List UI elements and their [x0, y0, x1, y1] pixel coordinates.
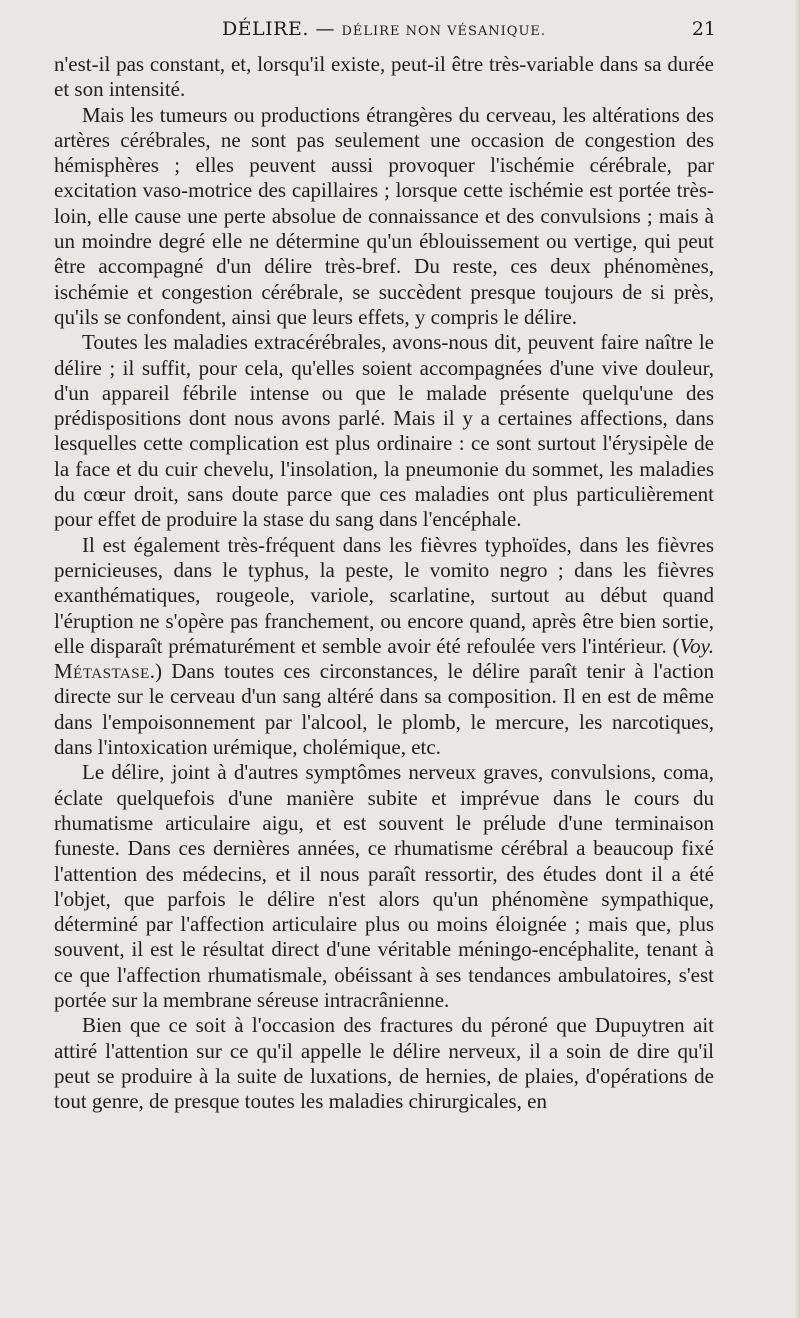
running-title — [54, 18, 714, 40]
paragraph-5: Le délire, joint à d'autres symptômes nerveux graves, convulsions, coma, éclate quelquefois d'une manière subite et imprévue dans le cours du rhumatisme articulaire aigu, et est souvent le prélude d'une terminaison funeste. Dans ces dernières années, ce rhumatisme cérébral a beaucoup fixé l'attention des médecins, et il nous paraît ressortir, des études dont il a été l'objet, que parfois le délire n'est alors qu'un phénomène sympathique, déterminé par l'affection articulaire plus ou moins éloignée ; mais que, plus souvent, il est le résultat direct d'une véritable méningo-encéphalite, tenant à ce que l'affection rhumatismale, obéissant à ses tendances ambulatoires, s'est portée sur la membrane séreuse intracrânienne. — [54, 760, 714, 1012]
header-subtitle: DÉLIRE NON VÉSANIQUE. — [341, 24, 547, 39]
paragraph-4-text-before: Il est également très-fréquent dans les fièvres typhoïdes, dans les fièvres pernicieuses, dans le typhus, la peste, le vomito negro ; dans les fièvres exanthématiques, rougeole, variole, scarlatine, surtout au début quand l'éruption ne s'opère pas franchement, ou encore quand, après être bien sortie, elle disparaît prématurément et semble avoir été refoulée vers l'intérieur. ( — [54, 532, 714, 658]
paragraph-6: Bien que ce soit à l'occasion des fractures du péroné que Dupuytren ait attiré l'attention sur ce qu'il appelle le délire nerveux, il a soin de dire qu'il peut se produire à la suite de luxations, de hernies, de plaies, d'opérations de tout genre, de presque toutes les maladies chirurgicales, en — [54, 1013, 714, 1114]
paragraph-2: Mais les tumeurs ou productions étrangères du cerveau, les altérations des artères cérébrales, ne sont pas seulement une occasion de congestion des hémisphères ; elles peuvent aussi provoquer l'ischémie cérébrale, par excitation vaso-motrice des capillaires ; lorsque cette ischémie est portée très-loin, elle cause une perte absolue de connaissance et des convulsions ; mais à un moindre degré elle ne détermine qu'un éblouissement ou vertige, qui peut être accompagné d'un délire très-bref. Du reste, ces deux phénomènes, ischémie et congestion cérébrale, se succèdent presque toujours de si près, qu'ils se confondent, ainsi que leurs effets, y compris le délire. — [54, 102, 714, 329]
cross-reference-metastase: Métastase — [54, 659, 150, 684]
paragraph-4 — [54, 533, 714, 761]
paragraph-4-text-after: .) Dans toutes ces circonstances, le délire paraît tenir à l'action directe sur le cerveau d'un sang altéré dans sa composition. Il en est de même dans l'empoisonnement par l'alcool, le plomb, le mercure, les narcotiques, dans l'intoxication urémique, cholémique, etc. — [54, 659, 714, 760]
header-separator: — — [315, 18, 335, 40]
page-number: 21 — [691, 18, 716, 40]
page-edge-shadow — [794, 0, 800, 1318]
running-header — [54, 16, 714, 46]
paragraph-1: n'est-il pas constant, et, lorsqu'il existe, peut-il être très-variable dans sa durée et son intensité. — [54, 52, 714, 102]
body-text — [54, 52, 714, 1114]
paragraph-3: Toutes les maladies extracérébrales, avons-nous dit, peuvent faire naître le délire ; il suffit, pour cela, qu'elles soient accompagnées d'une vive douleur, d'un appareil fébrile intense ou que le malade présente quelqu'une des prédispositions dont nous avons parlé. Mais il y a certaines affections, dans lesquelles cette complication est plus ordinaire : ce sont surtout l'érysipèle de la face et du cuir chevelu, l'insolation, la pneumonie du sommet, les maladies du cœur droit, sans doute parce que ces maladies ont plus particulièrement pour effet de produire la stase du sang dans l'encéphale. — [54, 330, 714, 532]
header-title: DÉLIRE. — [221, 18, 309, 40]
cross-reference-voy: Voy. — [679, 633, 714, 658]
